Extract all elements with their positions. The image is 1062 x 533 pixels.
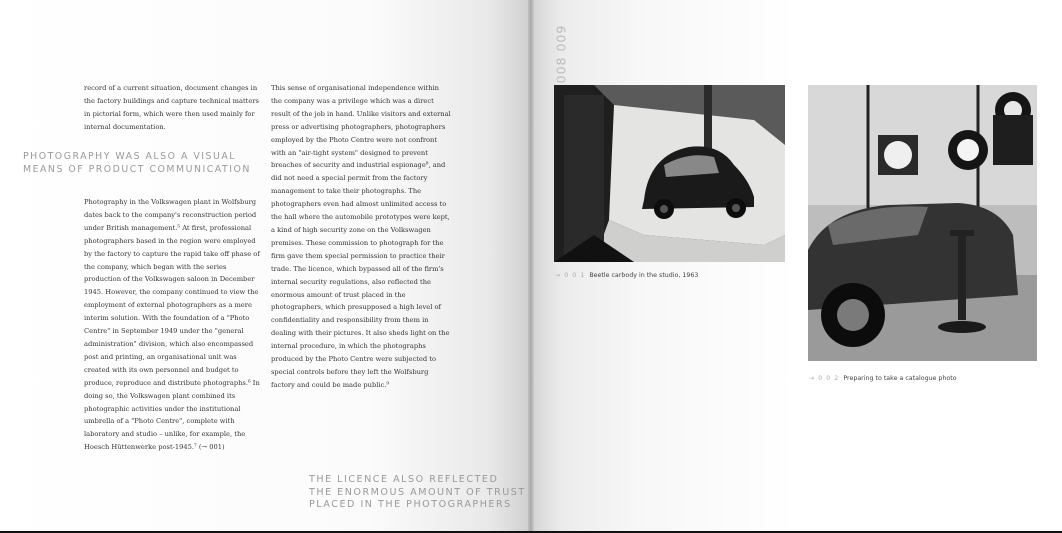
caption-number: → 0 0 1 [555,272,586,279]
column-1-intro [84,82,264,134]
catalogue-photo-illustration [808,85,1037,361]
beetle-photo-illustration [554,85,785,262]
photo-beetle-carbody [554,85,785,262]
book-gutter [528,0,534,531]
caption-photo-001 [555,272,698,279]
page-numbers-label: 008 009 [553,24,569,84]
caption-photo-002 [809,375,957,382]
pull-quote-headline-2: THE LICENCE ALSO REFLECTED THE ENORMOUS AMOUNT OF TRUST PLACED IN THE PHOTOGRAPHERS [309,474,526,510]
column-2-body [271,82,451,392]
left-page [0,0,531,531]
paragraph-intro: record of a current situation, document changes in the factory buildings and capture technical matters in pictorial form, which were then used mainly for internal documentation. [84,84,259,131]
column-1-body [84,196,264,454]
paragraph-body-2: This sense of organisational independence within the company was a privilege which was a direct result of the job in hand. Unlike visitors and external press or advertising photographers, photographers employed by the Photo Centre were not confront with an "air-tight system" designed to prevent breaches of security and industrial espionage⁸, and did not need a special permit from the factory management to take their photographs. The photographers even had almost unlimited access to the hall where the automobile prototypes were kept, a kind of high security zone on the Volkswagen premises. These commission to photograph for the firm gave them special permission to practice their trade. The licence, which bypassed all of the firm's internal security regulations, also reflected the enormous amount of trust placed in the photographers, which presupposed a high level of confidentiality and responsibility from them in dealing with their pictures. It also sheds light on the internal procedure, in which the photographs produced by the Photo Centre were subjected to special controls before they left the Wolfsburg factory and could be made public.⁹ [271,84,451,389]
page-numbers [551,24,571,84]
caption-text: Preparing to take a catalogue photo [843,375,957,382]
caption-text: Beetle carbody in the studio, 1963 [589,272,699,279]
paragraph-body-1: Photography in the Volkswagen plant in Wolfsburg dates back to the company's reconstruction period under British management.⁵ At first, professional photographers based in the region were employed by the factory to capture the rapid take off phase of the company, which began with the series production of the Volkswagen saloon in December 1945. However, the company continued to view the employment of external photographers as a mere interim solution. With the foundation of a "Photo Centre" in September 1949 under the "general administration" division, which also encompassed post and printing, an organisational unit was created with its own personnel and budget to produce, reproduce and distribute photographs.⁶ In doing so, the Volkswagen plant combined its photographic activities under the institutional umbrella of a "Photo Centre", complete with laboratory and studio – unlike, for example, the Hoesch Hüttenwerke post-1945.⁷ (→ 001) [84,198,260,452]
photo-catalogue-shoot [808,85,1037,361]
caption-number: → 0 0 2 [809,375,840,382]
pull-quote-headline-1: PHOTOGRAPHY WAS ALSO A VISUAL MEANS OF PRODUCT COMMUNICATION [23,151,251,175]
